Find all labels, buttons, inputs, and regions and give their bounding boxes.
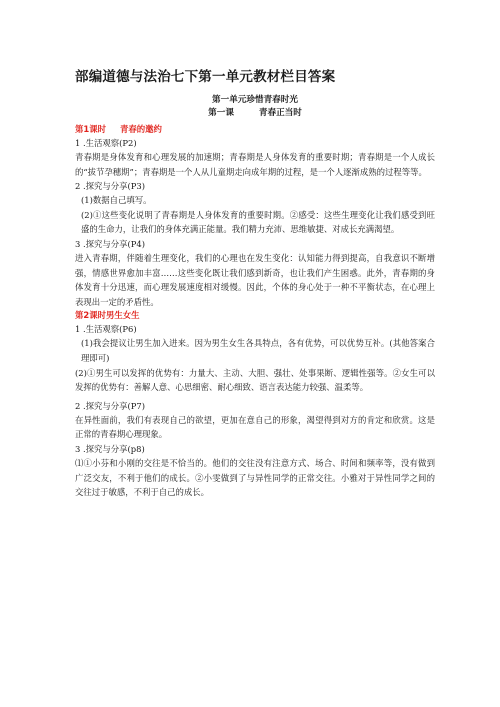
document-body — [75, 68, 435, 500]
l1-section1-heading: 1 .生活观察(P2) — [75, 138, 137, 148]
l2-section2-text: 在异性面前，我们有表现自己的欲望，更加在意自己的形象，渴望得到对方的肯定和欣赏。这是正常的青春期心理现象。 — [75, 414, 435, 440]
lesson1-heading-period: 第1课时 — [75, 124, 106, 134]
l1-section1-text: 青春期是身体发育和心理发展的加速期；青春期是人身体发育的重要时期；青春期是一个人成长的“拔节孕穗期”；青春期是一个人从儿童期走向成年期的过程，是一个人逐渐成熟的过程等等。 — [75, 152, 435, 177]
lesson2-heading: 第2课时男生女生 — [75, 310, 140, 321]
lesson-title: 第一课 青春正当时 — [208, 108, 302, 118]
l2-section2-heading: 2 .探究与分享(P7) — [75, 400, 146, 411]
l1-section3-heading: 3 .探究与分享(P4) — [75, 238, 146, 249]
lesson1-heading — [75, 123, 435, 136]
l1-section2-item1: (1)数据自己填写。 — [81, 195, 152, 206]
l2-section3-text: ⑴①小芬和小刚的交往是不恰当的。他们的交往没有注意方式、场合、时间和频率等，没有做到广泛交友，不利于他们的成长。②小雯做到了与异性同学的正常交往。小雅对于异性同学之间的交往过于敏感，不利于自己的成长。 — [75, 457, 435, 498]
l1-section2-item2: (2)①这些变化说明了青春期是人身体发育的重要时期。②感受：这些生理变化让我们感受到旺盛的生命力，让我们的身体充满正能量。我们精力充沛、思维敏捷、对成长充满渴望。 — [81, 209, 435, 235]
lesson1-heading-topic: 青春的邀约 — [119, 124, 162, 134]
l1-section2-heading: 2 .探究与分享(P3) — [75, 181, 146, 192]
document-title: 部编道德与法治七下第一单元教材栏目答案 — [75, 69, 336, 85]
l2-section3-heading: 3 .探究与分享(p8) — [75, 443, 145, 454]
l2-section1-item1: (1)我会提议让男生加入进来。因为男生女生各具特点，各有优势，可以优势互补。(其他答案合理即可) — [81, 338, 435, 363]
l2-section1-item2: (2)①男生可以发挥的优势有：力量大、主动、大胆、强壮、处事果断、逻辑性强等。②女生可以发挥的优势有：善解人意、心思细密、耐心细致、语言表达能力较强、温柔等。 — [75, 367, 435, 393]
l2-section1-heading: 1 .生活观察(P6) — [75, 324, 137, 335]
unit-title: 第一单元珍惜青春时光 — [212, 95, 298, 105]
l1-section3-text: 进入青春期，伴随着生理变化，我们的心理也在发生变化：认知能力得到提高，自我意识不断增强，情感世界愈加丰富……这些变化既让我们感到新奇，也让我们产生困惑。此外，青春期的身体发育十分迅速，而心理发展速度相对缓慢。因此，个体的身心处于一种不平衡状态，在心理上表现出一定的矛盾性。 — [75, 252, 435, 307]
